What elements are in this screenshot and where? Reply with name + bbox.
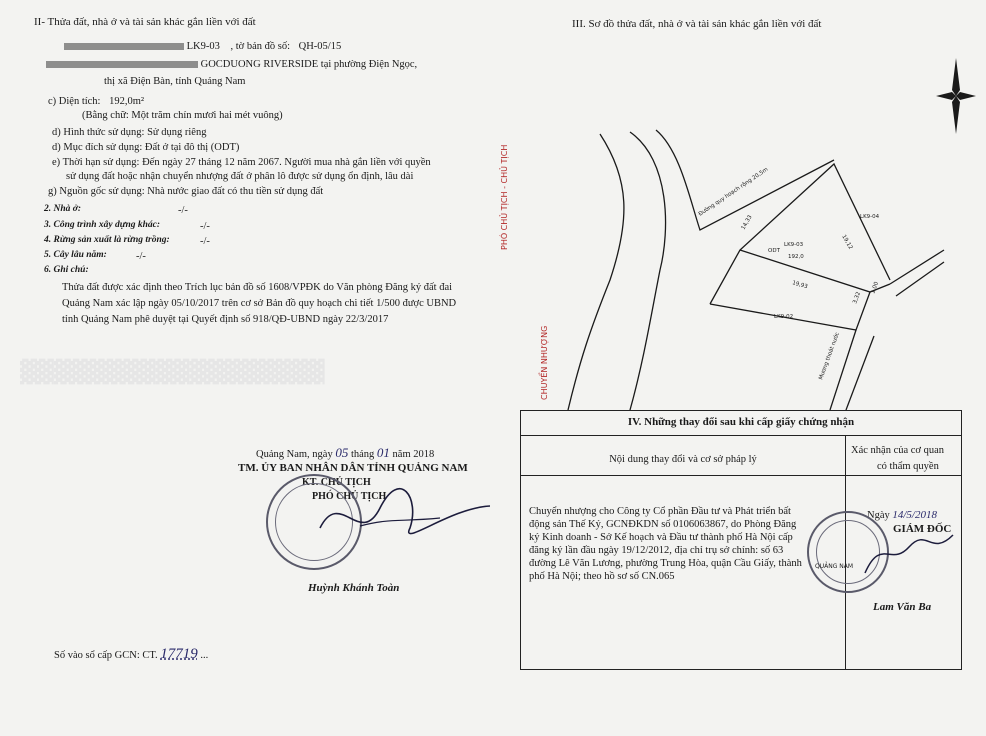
col-confirm-header-1: Xác nhận của cơ quan — [851, 445, 945, 456]
item-forest-value: -/- — [200, 236, 210, 247]
changes-table — [520, 410, 962, 670]
section-ii-title: II- Thửa đất, nhà ở và tài sản khác gắn liền với đất — [34, 16, 256, 28]
fold-side-text-left: PHÓ CHỦ TỊCH - CHỦ TỊCH — [500, 144, 509, 250]
changes-title: IV. Những thay đổi sau khi cấp giấy chứng nhận — [627, 416, 855, 428]
note-line-3: tỉnh Quảng Nam phê duyệt tại Quyết định số 918/QĐ-UBND ngày 22/3/2017 — [62, 314, 389, 325]
register-label: Số vào sổ cấp GCN: CT. — [54, 650, 158, 661]
item-note: 6. Ghi chú: — [44, 265, 89, 275]
authority-vice-chair: PHÓ CHỦ TỊCH — [312, 491, 387, 502]
address-line — [46, 58, 417, 71]
register-number: 17719 — [160, 646, 198, 662]
plot-diagram — [560, 120, 950, 410]
dim-3: 19,93 — [791, 280, 809, 291]
lot-boundary-mid — [740, 250, 890, 292]
confirm-title: GIÁM ĐỐC — [893, 523, 952, 535]
register-line — [54, 648, 208, 662]
date-month: 01 — [376, 445, 390, 460]
origin-of-use: g) Nguồn gốc sử dụng: Nhà nước giao đất có thu tiền sử dụng đất — [48, 186, 324, 197]
register-tail: ... — [200, 650, 209, 661]
item-construction-value: -/- — [200, 221, 210, 232]
term-of-use: e) Thời hạn sử dụng: Đến ngày 27 tháng 12 năm 2067. Người mua nhà gắn liền với quyền — [52, 157, 431, 168]
confirm-date-value: 14/5/2018 — [892, 509, 937, 521]
signer-name-left: Huỳnh Khánh Toàn — [308, 582, 400, 594]
date-prefix: Quảng Nam, ngày — [256, 449, 333, 460]
change-content-4: đăng ký lần đầu ngày 19/12/2012, địa chỉ trụ sở chính: số 63 — [529, 545, 784, 556]
date-day: 05 — [335, 445, 349, 460]
dim-2: 19,12 — [840, 234, 854, 251]
change-content-6: phố Hà Nội; theo hồ sơ số CN.065 — [529, 571, 675, 582]
lot-odt-label: ODT — [768, 248, 780, 254]
item-perennial-value: -/- — [136, 251, 146, 262]
bleed-through: ▓▓▓▓▓▓▓▓▓▓▓▓▓▓▓▓▓▓ — [20, 360, 325, 385]
issue-date — [256, 446, 434, 461]
area-value: 192,0m² — [109, 96, 145, 107]
authority-line: TM. ỦY BAN NHÂN DÂN TỈNH QUẢNG NAM — [238, 462, 468, 474]
area-label: c) Diện tích: — [48, 96, 101, 107]
change-content-3: ký Kinh doanh - Sở Kế hoạch và Đầu tư thành phố Hà Nội cấp — [529, 532, 793, 543]
note-line-2: Quảng Nam xác lập ngày 05/10/2017 trên cơ sở Bản đồ quy hoạch chi tiết 1/500 được UBND — [62, 298, 457, 309]
signature-left — [300, 478, 500, 558]
item-house-value: -/- — [178, 205, 188, 216]
item-house: 2. Nhà ở: — [44, 204, 82, 214]
form-of-use: d) Hình thức sử dụng: Sử dụng riêng — [52, 127, 207, 138]
note-line-1: Thửa đất được xác định theo Trích lục bản đồ số 1608/VPĐK do Văn phòng Đăng ký đất đai — [62, 282, 453, 293]
col-confirm-header-2: có thẩm quyền — [877, 461, 939, 472]
lot-right-label: LK9-04 — [860, 214, 880, 220]
change-content-1: Chuyển nhượng cho Công ty Cổ phần Đầu tư và Phát triển bất — [529, 506, 791, 517]
drain-label: Mương thoát nước — [818, 331, 841, 381]
term-of-use-2: sử dụng đất hoặc nhận chuyển nhượng đất ở phân lô được sử dụng ổn định, lâu dài — [66, 171, 414, 182]
address-line-2: thị xã Điện Bàn, tỉnh Quảng Nam — [104, 76, 246, 87]
changes-table-title-row — [521, 411, 961, 436]
lot-code: LK9-03 — [186, 41, 220, 52]
confirm-date-prefix: Ngày — [867, 510, 890, 521]
fold-side-text-right: CHUYỂN NHƯỢNG — [540, 325, 549, 400]
lot-line — [64, 40, 341, 53]
dim-1: 14,33 — [740, 214, 754, 231]
dim-4: 3,32 — [852, 291, 863, 305]
stamp-caption: QUẢNG NAM — [815, 563, 854, 570]
col-content-header: Nội dung thay đổi và cơ sở pháp lý — [609, 454, 757, 465]
road-edge-mid — [630, 132, 666, 410]
lot-below-label: LK9-02 — [774, 314, 794, 320]
item-perennial: 5. Cây lâu năm: — [44, 250, 107, 260]
item-construction: 3. Công trình xây dựng khác: — [44, 220, 161, 230]
purpose-of-use: d) Mục đích sử dụng: Đất ở tại đô thị (ODT) — [52, 142, 240, 153]
map-number: QH-05/15 — [298, 41, 342, 52]
confirm-date — [867, 509, 937, 522]
lot-boundary-bottom — [710, 292, 870, 330]
area-words: (Bằng chữ: Một trăm chín mươi hai mét vuông) — [82, 110, 283, 121]
date-year: năm 2018 — [392, 449, 435, 460]
authority-deputy: KT. CHỦ TỊCH — [302, 477, 371, 488]
lot-area-label: 192,0 — [788, 254, 804, 260]
item-forest: 4. Rừng sản xuất là rừng trồng: — [44, 235, 170, 245]
date-month-label: tháng — [350, 449, 375, 460]
section-iii-title: III. Sơ đồ thửa đất, nhà ở và tài sản khác gắn liền với đất — [572, 18, 822, 30]
dim-5: 1,00 — [870, 281, 881, 295]
lot-main-label: LK9-03 — [784, 242, 804, 248]
road-label: Đường quy hoạch rộng 20,5m — [697, 166, 770, 218]
change-content-2: động sản Thế Kỷ, GCNĐKDN số 0106063867, do Phòng Đăng — [529, 519, 797, 530]
area-line — [48, 95, 144, 108]
map-label: , tờ bản đồ số: — [230, 41, 291, 52]
confirm-signer: Lam Văn Ba — [873, 601, 932, 613]
redacted-text — [46, 61, 198, 68]
project-name: GOCDUONG RIVERSIDE tại phường Điện Ngọc, — [200, 59, 418, 70]
change-content-5: đường Lê Văn Lương, phường Trung Hòa, quận Cầu Giấy, thành — [529, 558, 802, 569]
signature-right — [861, 527, 957, 587]
lot-right-edge-2 — [896, 262, 944, 296]
road-edge-left — [568, 134, 624, 410]
redacted-text — [64, 43, 184, 50]
